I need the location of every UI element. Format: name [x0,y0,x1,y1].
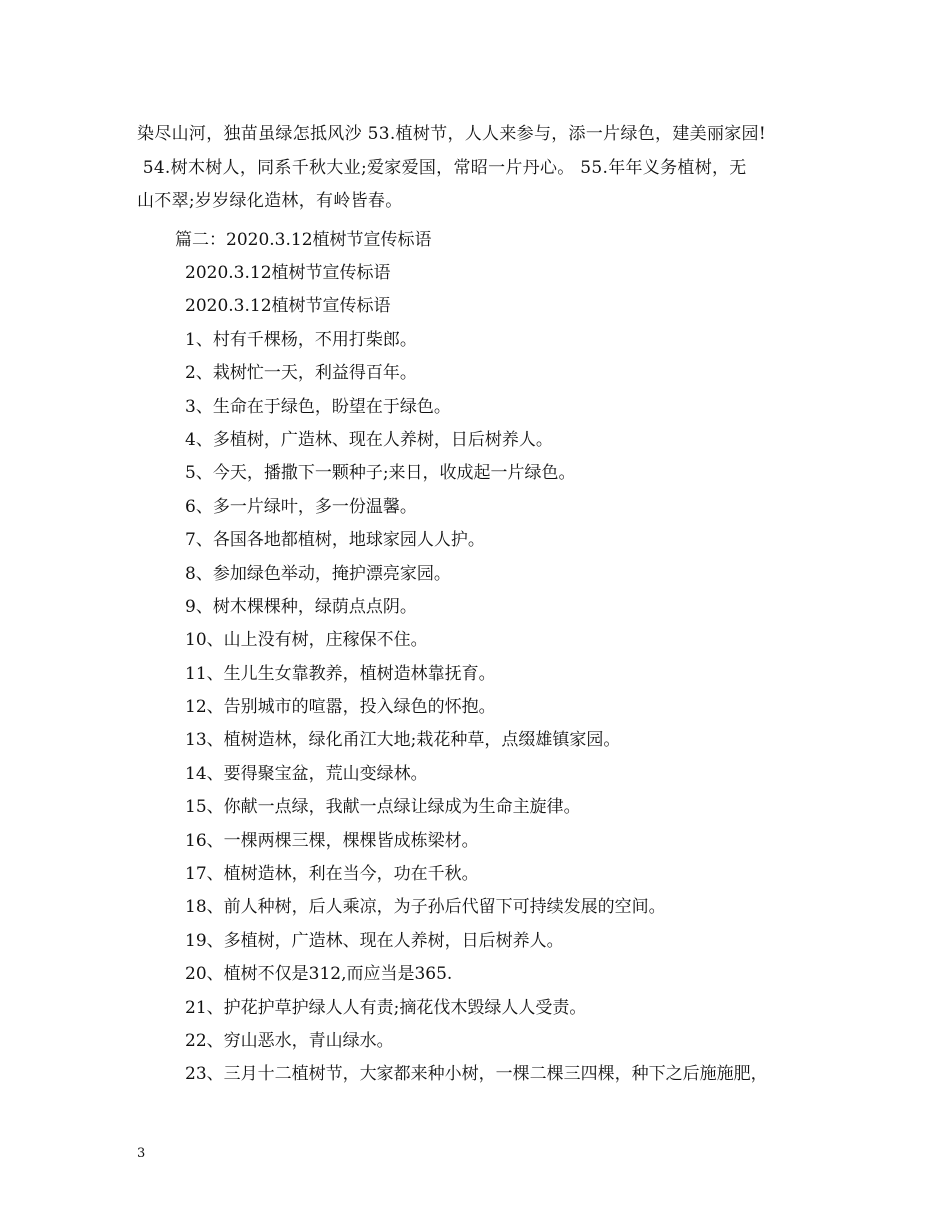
intro-paragraph [137,118,827,219]
list-item: 22、穷山恶水，青山绿水。 [185,1030,394,1051]
intro-line-3: 山不翠;岁岁绿化造林，有岭皆春。 [137,191,403,211]
list-item: 20、植树不仅是312,而应当是365. [185,964,453,985]
list-item: 21、护花护草护绿人人有责;摘花伐木毁绿人人受责。 [185,997,587,1018]
list-item: 13、植树造林，绿化甬江大地;栽花种草，点缀雄镇家园。 [185,730,621,751]
list-item: 2020.3.12植树节宣传标语 [185,296,391,317]
list-item: 15、你献一点绿，我献一点绿让绿成为生命主旋律。 [185,797,581,818]
intro-line-2: 54.树木树人，同系千秋大业;爱家爱国，常昭一片丹心。 55.年年义务植树，无 [137,157,747,178]
list-item: 7、各国各地都植树，地球家园人人护。 [185,530,485,551]
list-item: 8、参加绿色举动，掩护漂亮家园。 [185,563,451,584]
list-item: 2、栽树忙一天，利益得百年。 [185,363,417,384]
list-item: 9、树木棵棵种，绿荫点点阴。 [185,596,417,617]
list-item: 12、告别城市的喧嚣，投入绿色的怀抱。 [185,697,496,718]
list-item: 16、一棵两棵三棵，棵棵皆成栋梁材。 [185,830,479,851]
list-item: 19、多植树，广造林、现在人养树，日后树养人。 [185,930,564,951]
list-item: 3、生命在于绿色，盼望在于绿色。 [185,396,451,417]
list-item: 6、多一片绿叶，多一份温馨。 [185,496,417,517]
list-item: 5、今天，播撒下一颗种子;来日，收成起一片绿色。 [185,463,576,484]
list-item: 4、多植树，广造林、现在人养树，日后树养人。 [185,429,553,450]
list-item: 2020.3.12植树节宣传标语 [185,263,391,283]
list-item: 14、要得聚宝盆，荒山变绿林。 [185,763,428,784]
page-number: 3 [137,1146,146,1161]
slogan-list [185,257,825,1125]
list-item: 11、生儿生女靠教养，植树造林靠抚育。 [185,663,496,684]
list-item: 18、前人种树，后人乘凉，为子孙后代留下可持续发展的空间。 [185,897,666,918]
list-item: 23、三月十二植树节，大家都来种小树，一棵二棵三四棵，种下之后施施肥， [185,1064,768,1085]
list-item: 10、山上没有树，庄稼保不住。 [185,630,428,651]
intro-line-1: 染尽山河，独苗虽绿怎抵风沙 53.植树节，人人来参与，添一片绿色，建美丽家园! [137,124,766,144]
section-heading: 篇二：2020.3.12植树节宣传标语 [175,230,432,250]
list-item: 1、村有千棵杨，不用打柴郎。 [185,329,417,350]
list-item [185,1092,825,1125]
list-item: 17、植树造林，利在当今，功在千秋。 [185,864,479,885]
